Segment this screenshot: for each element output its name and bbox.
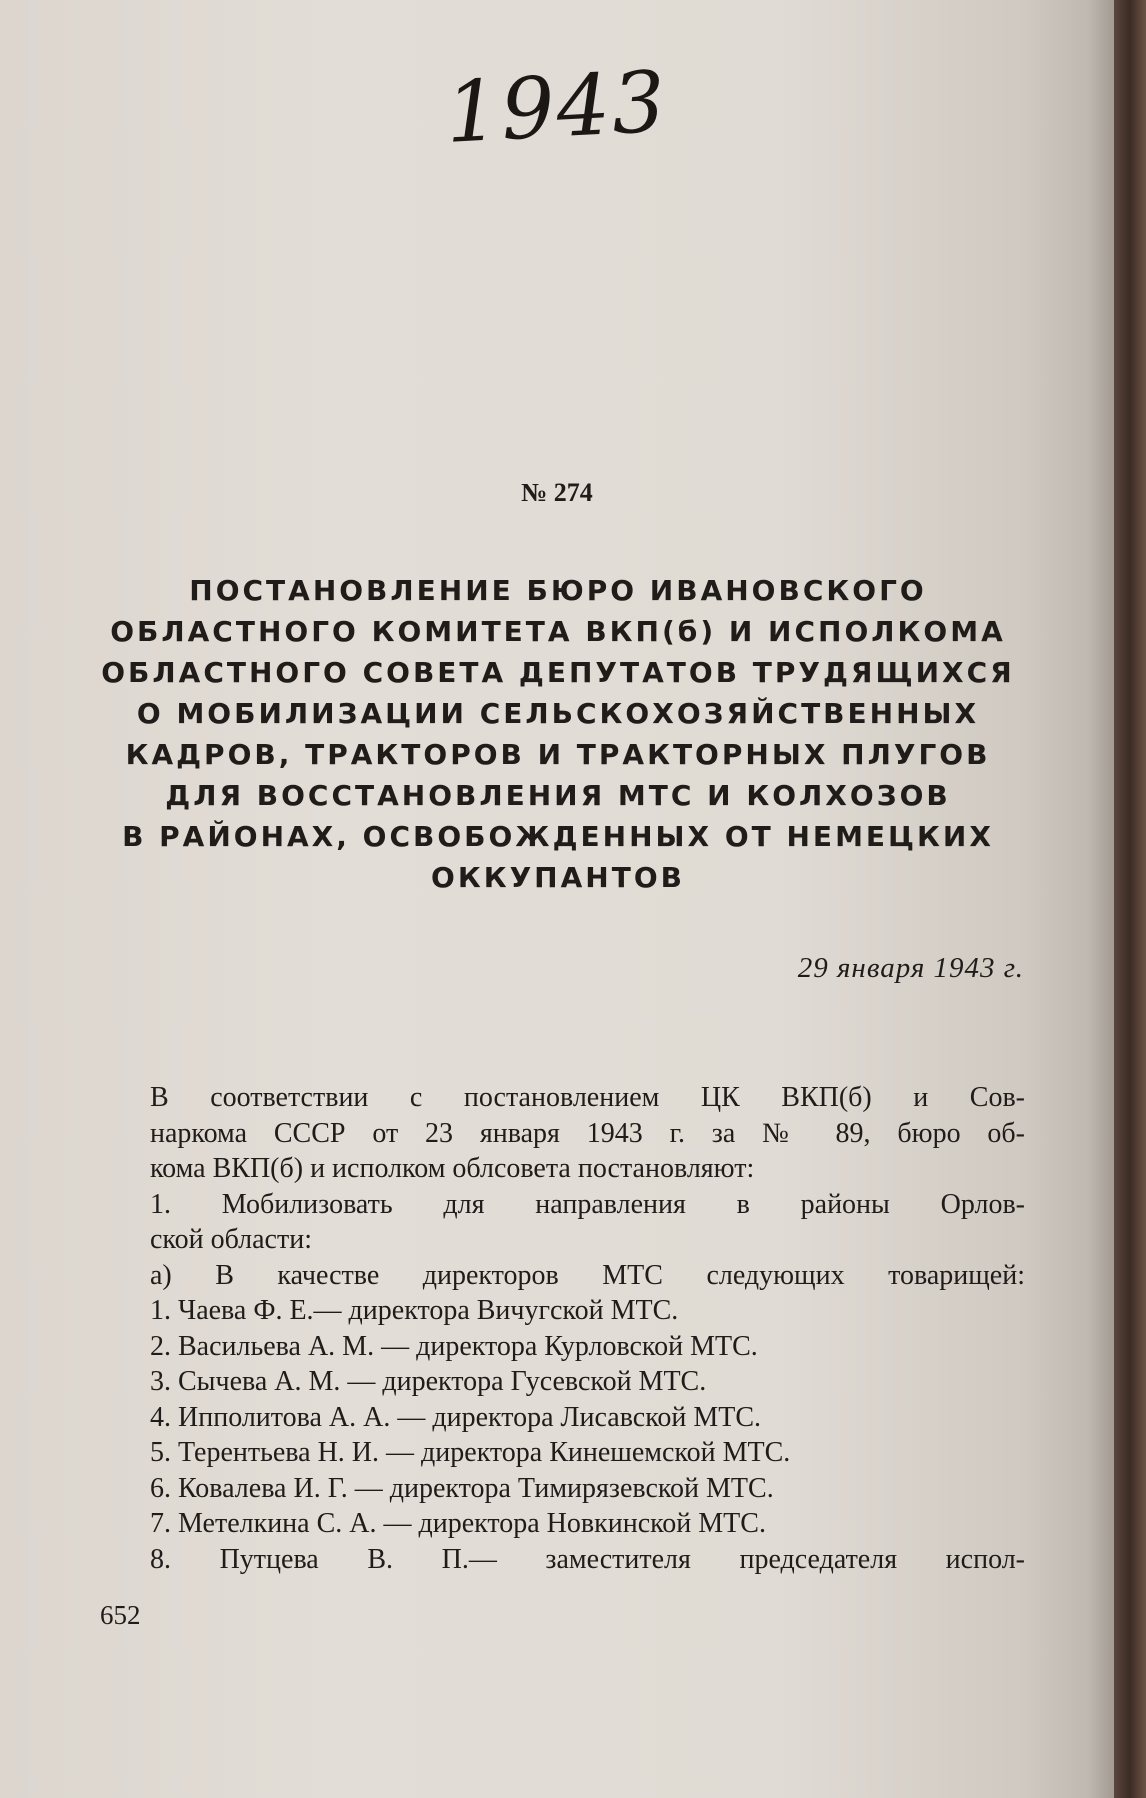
document-title (88, 570, 1028, 898)
body-line: 2. Васильева А. М. — директора Курловской МТС. (150, 1330, 758, 1362)
title-line: ДЛЯ ВОССТАНОВЛЕНИЯ МТС И КОЛХОЗОВ (165, 779, 951, 812)
book-spine (1114, 0, 1146, 1798)
handwritten-year: 1943 (443, 52, 670, 162)
title-line: ПОСТАНОВЛЕНИЕ БЮРО ИВАНОВСКОГО (189, 574, 927, 607)
body-line: 4. Ипполитова А. А. — директора Лисавской МТС. (150, 1401, 762, 1433)
title-line: ОБЛАСТНОГО СОВЕТА ДЕПУТАТОВ ТРУДЯЩИХСЯ (101, 656, 1015, 689)
body-line: 8. Путцева В. П.— заместителя председателя испол- (150, 1543, 1025, 1575)
title-line: ОККУПАНТОВ (431, 861, 685, 894)
body-line: 6. Ковалева И. Г. — директора Тимирязевской МТС. (150, 1472, 774, 1504)
body-line: 3. Сычева А. М. — директора Гусевской МТС. (150, 1366, 707, 1397)
body-line: 1. Мобилизовать для направления в районы Орлов- (150, 1188, 1025, 1220)
document-date: 29 января 1943 г. (797, 952, 1024, 984)
body-line: ской области: (150, 1224, 312, 1255)
body-line: В соответствии с постановлением ЦК ВКП(б) и Сов- (150, 1082, 1025, 1113)
body-line: кома ВКП(б) и исполком облсовета постановляют: (150, 1153, 755, 1184)
title-line: КАДРОВ, ТРАКТОРОВ И ТРАКТОРНЫХ ПЛУГОВ (125, 738, 991, 771)
body-line: 5. Терентьева Н. И. — директора Кинешемской МТС. (150, 1437, 791, 1468)
page-number: 652 (100, 1600, 141, 1630)
title-line: В РАЙОНАХ, ОСВОБОЖДЕННЫХ ОТ НЕМЕЦКИХ (122, 820, 994, 853)
document-number: № 274 (521, 478, 593, 507)
title-line: ОБЛАСТНОГО КОМИТЕТА ВКП(б) И ИСПОЛКОМА (110, 615, 1006, 648)
document-body (150, 1080, 1025, 1577)
body-line: наркома СССР от 23 января 1943 г. за № 89, бюро об- (150, 1117, 1025, 1149)
title-line: О МОБИЛИЗАЦИИ СЕЛЬСКОХОЗЯЙСТВЕННЫХ (136, 697, 980, 730)
body-line: а) В качестве директоров МТС следующих товарищей: (150, 1259, 1025, 1291)
body-line: 7. Метелкина С. А. — директора Новкинской МТС. (150, 1508, 766, 1539)
body-line: 1. Чаева Ф. Е.— директора Вичугской МТС. (150, 1295, 679, 1326)
